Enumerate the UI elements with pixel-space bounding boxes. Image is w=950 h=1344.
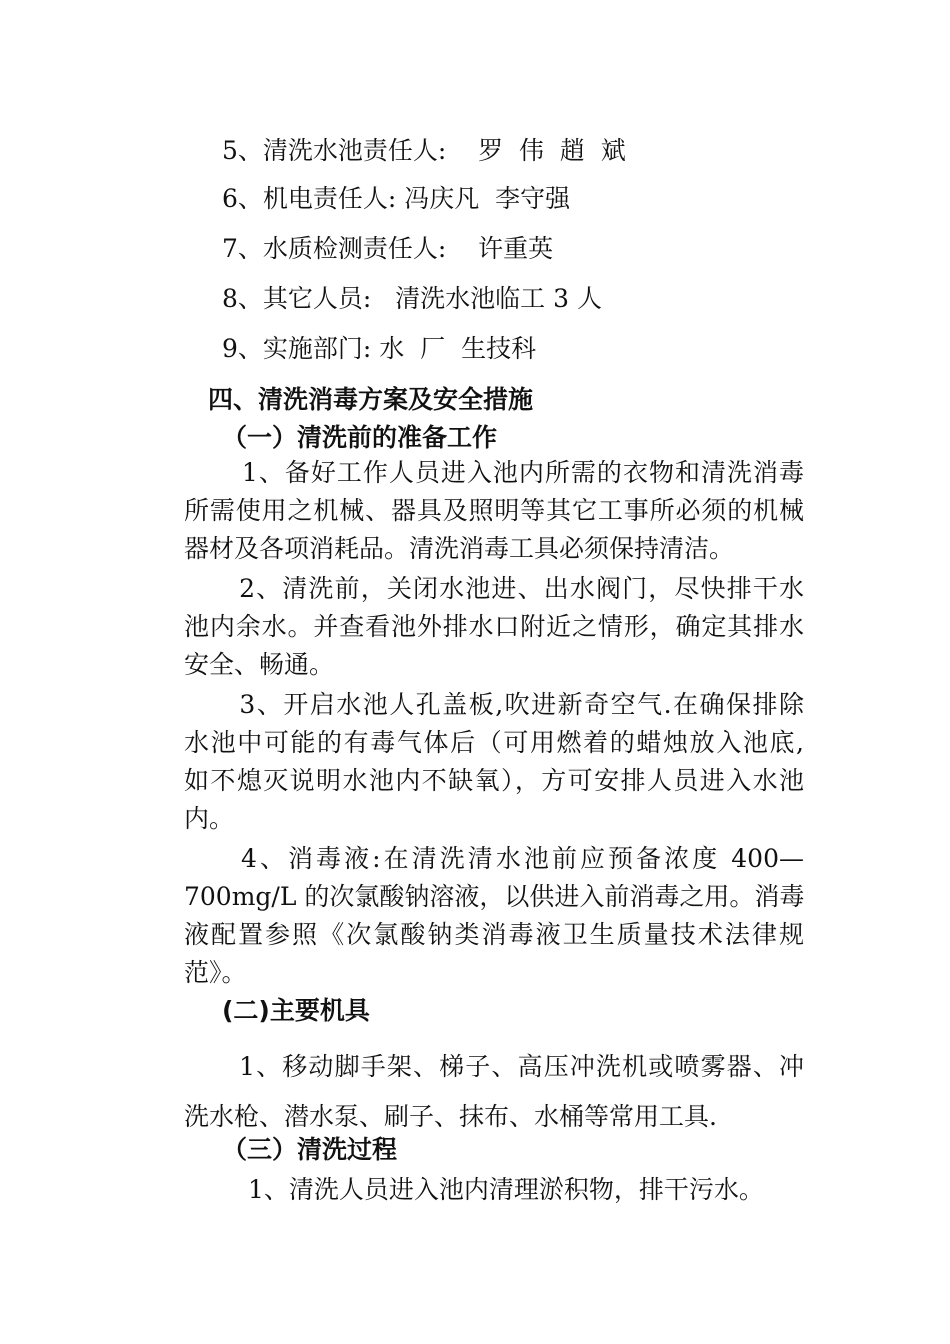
paragraph-line: 池内余水。并查看池外排水口附近之情形，确定其排水 [184, 612, 804, 641]
list-item-6: 6、机电责任人: 冯庆凡 李守强 [222, 184, 571, 213]
paragraph-2-1 [184, 1042, 804, 1142]
paragraph-line: 水池中可能的有毒气体后（可用燃着的蜡烛放入池底, [184, 728, 804, 757]
section-title: 四、清洗消毒方案及安全措施 [208, 385, 534, 414]
paragraph-line: 3、开启水池人孔盖板,吹进新奇空气.在确保排除 [230, 690, 804, 719]
paragraph-line: 1、备好工作人员进入池内所需的衣物和清洗消毒 [224, 458, 804, 487]
paragraph-line: 700mg/L 的次氯酸钠溶液，以供进入前消毒之用。消毒 [184, 882, 805, 911]
subsection-3-title: （三）清洗过程 [222, 1135, 398, 1164]
list-item-5: 5、清洗水池责任人: 罗 伟 趙 斌 [222, 136, 626, 165]
list-item-8: 8、其它人员: 清洗水池临工 3 人 [222, 284, 602, 313]
list-item-9: 9、实施部门: 水 厂 生技科 [222, 334, 537, 363]
paragraph-1-2 [184, 570, 804, 684]
paragraph-line: 4、消毒液:在清洗清水池前应预备浓度 400— [230, 844, 804, 873]
paragraph-line: 范》。 [184, 958, 247, 987]
list-item-7: 7、水质检测责任人: 许重英 [222, 234, 554, 263]
paragraph-line: 如不熄灭说明水池内不缺氧），方可安排人员进入水池 [184, 766, 804, 795]
paragraph-line: 液配置参照《次氯酸钠类消毒液卫生质量技术法律规 [184, 920, 804, 949]
paragraph-line: 所需使用之机械、器具及照明等其它工事所必须的机械 [184, 496, 804, 525]
paragraph-3-1: 1、清洗人员进入池内清理淤积物，排干污水。 [248, 1175, 764, 1204]
paragraph-line: 器材及各项消耗品。清洗消毒工具必须保持清洁。 [184, 534, 735, 563]
paragraph-1-1 [184, 454, 804, 568]
paragraph-1-3 [184, 686, 804, 838]
paragraph-line: 安全、畅通。 [184, 650, 335, 679]
paragraph-line: 内。 [184, 804, 235, 833]
paragraph-line: 1、移动脚手架、梯子、高压冲洗机或喷雾器、冲 [230, 1052, 804, 1081]
subsection-1-title: （一）清洗前的准备工作 [222, 423, 498, 452]
paragraph-line: 2、清洗前，关闭水池进、出水阀门，尽快排干水 [230, 574, 804, 603]
paragraph-line: 洗水枪、潜水泵、刷子、抹布、水桶等常用工具. [184, 1102, 717, 1131]
paragraph-1-4 [184, 840, 804, 992]
subsection-2-title: (二)主要机具 [222, 996, 370, 1025]
